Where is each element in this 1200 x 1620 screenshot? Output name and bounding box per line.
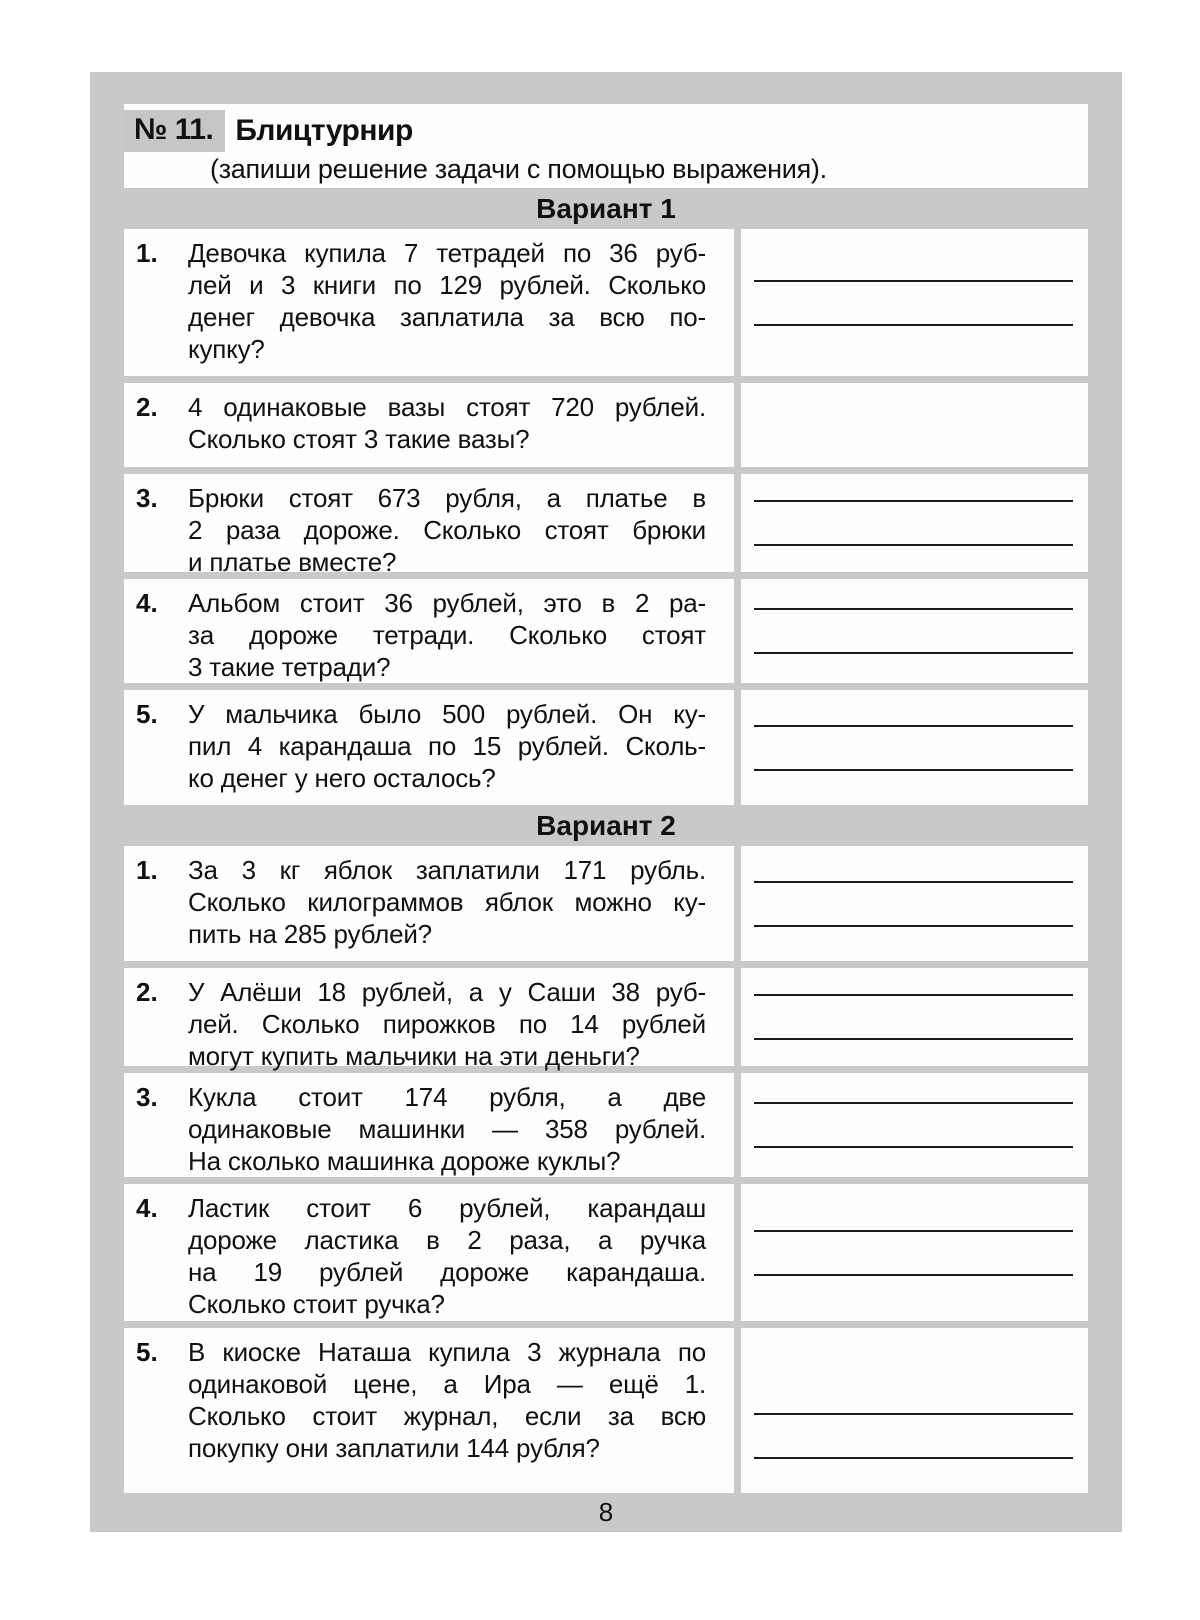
answer-line: [754, 1230, 1073, 1232]
problem-text: [188, 482, 706, 577]
answer-line: [754, 769, 1073, 771]
problem-number: 3.: [136, 1082, 158, 1112]
problem-text-line: 4 одинаковые вазы стоят 720 рублей.: [188, 392, 706, 422]
problem-text-line: лей и 3 книги по 129 рублей. Сколько: [188, 270, 706, 300]
problem-row: [124, 1328, 1088, 1493]
problem-number: 3.: [136, 483, 158, 513]
answer-cell: [741, 690, 1088, 805]
problem-text-line: 3 такие тетради?: [188, 652, 391, 682]
problem-text-line: Сколько стоят 3 такие вазы?: [188, 424, 530, 454]
answer-cell: [741, 383, 1088, 467]
answer-cell: [741, 1184, 1088, 1321]
problem-text-line: за дороже тетради. Сколько стоят: [188, 620, 706, 650]
problem-text-cell: [124, 846, 734, 961]
answer-cell: [741, 579, 1088, 683]
problem-text-line: 2 раза дороже. Сколько стоят брюки: [188, 515, 706, 545]
problem-text-line: ко денег у него осталось?: [188, 763, 496, 793]
answer-line: [754, 1413, 1073, 1415]
problem-text-line: дороже ластика в 2 раза, а ручка: [188, 1225, 706, 1255]
task-header: [124, 104, 1088, 188]
problem-text: [188, 1336, 706, 1487]
problem-text-line: За 3 кг яблок заплатили 171 рубль.: [188, 855, 706, 885]
problem-text-line: Брюки стоят 673 рубля, а платье в: [188, 483, 706, 513]
problem-number: 1.: [136, 238, 158, 268]
answer-line: [754, 1102, 1073, 1104]
answer-line: [754, 652, 1073, 654]
problem-text-cell: [124, 1184, 734, 1321]
problem-number: 1.: [136, 855, 158, 885]
problem-text: [188, 698, 706, 799]
answer-line: [754, 544, 1073, 546]
answer-cell: [741, 968, 1088, 1066]
answer-line: [754, 1038, 1073, 1040]
answer-line: [754, 1146, 1073, 1148]
problem-text-line: У мальчика было 500 рублей. Он ку-: [188, 699, 706, 729]
problem-text-line: денег девочка заплатила за всю по-: [188, 302, 706, 332]
answer-line: [754, 725, 1073, 727]
problem-text-line: Сколько стоит ручка?: [188, 1289, 445, 1319]
problem-text: [188, 587, 706, 682]
problem-text-line: могут купить мальчики на эти деньги?: [188, 1041, 640, 1071]
problem-row: [124, 579, 1088, 683]
problem-text-line: Сколько стоит журнал, если за всю: [188, 1401, 706, 1431]
problem-text: [188, 1081, 706, 1176]
problem-row: [124, 846, 1088, 961]
problem-text-line: Сколько килограммов яблок можно ку-: [188, 887, 706, 917]
answer-line: [754, 608, 1073, 610]
problem-row: [124, 690, 1088, 805]
answer-line: [754, 280, 1073, 282]
problem-text: [188, 237, 706, 370]
answer-cell: [741, 846, 1088, 961]
task-number-badge: № 11.: [124, 110, 225, 152]
problem-text-cell: [124, 383, 734, 467]
answer-line: [754, 881, 1073, 883]
task-title: Блицтурнир: [235, 114, 413, 147]
problem-text-line: и платье вместе?: [188, 547, 397, 577]
problem-number: 4.: [136, 1193, 158, 1223]
problem-number: 5.: [136, 699, 158, 729]
problem-text-cell: [124, 1328, 734, 1493]
worksheet-page: [90, 72, 1122, 1532]
problem-text-cell: [124, 1073, 734, 1177]
answer-cell: [741, 474, 1088, 572]
problem-text-line: купку?: [188, 334, 265, 364]
problem-row: [124, 383, 1088, 467]
problem-row: [124, 968, 1088, 1071]
problem-row: [124, 229, 1088, 376]
problem-row: [124, 1184, 1088, 1321]
problem-text-line: Девочка купила 7 тетрадей по 36 руб-: [188, 238, 706, 268]
problem-text: [188, 391, 706, 461]
problem-text-line: На сколько машинка дороже куклы?: [188, 1146, 621, 1176]
answer-line: [754, 500, 1073, 502]
problem-text-cell: [124, 968, 734, 1071]
problem-number: 2.: [136, 977, 158, 1007]
answer-line: [754, 324, 1073, 326]
problem-text-line: на 19 рублей дороже карандаша.: [188, 1257, 706, 1287]
problem-text-line: У Алёши 18 рублей, а у Саши 38 руб-: [188, 977, 706, 1007]
problem-text: [188, 976, 706, 1071]
page-number: 8: [598, 1497, 614, 1527]
problem-text-line: пил 4 карандаша по 15 рублей. Сколь-: [188, 731, 706, 761]
answer-cell: [741, 1073, 1088, 1177]
answer-line: [754, 1274, 1073, 1276]
problem-number: 4.: [136, 588, 158, 618]
problem-row: [124, 1073, 1088, 1177]
variant-1-header: Вариант 1: [536, 192, 676, 224]
answer-cell: [741, 1328, 1088, 1493]
problem-text-line: покупку они заплатили 144 рубля?: [188, 1433, 600, 1463]
problem-text-line: лей. Сколько пирожков по 14 рублей: [188, 1009, 706, 1039]
task-subtitle: (запиши решение задачи с помощью выражения).: [210, 154, 827, 184]
problem-text-line: одинаковые машинки — 358 рублей.: [188, 1114, 706, 1144]
problem-text-cell: [124, 579, 734, 683]
problem-text-cell: [124, 229, 734, 376]
problem-text-cell: [124, 474, 734, 577]
variant-2-header: Вариант 2: [536, 809, 676, 841]
answer-line: [754, 925, 1073, 927]
problem-text-line: пить на 285 рублей?: [188, 919, 432, 949]
answer-cell: [741, 229, 1088, 376]
problem-text: [188, 1192, 706, 1319]
problem-number: 2.: [136, 392, 158, 422]
problem-text-cell: [124, 690, 734, 805]
problem-text-line: Альбом стоит 36 рублей, это в 2 ра-: [188, 588, 706, 618]
problem-row: [124, 474, 1088, 577]
answer-line: [754, 994, 1073, 996]
problem-text-line: В киоске Наташа купила 3 журнала по: [188, 1337, 706, 1367]
problem-text-line: Ластик стоит 6 рублей, карандаш: [188, 1193, 706, 1223]
problem-text-line: одинаковой цене, а Ира — ещё 1.: [188, 1369, 706, 1399]
problem-text-line: Кукла стоит 174 рубля, а две: [188, 1082, 706, 1112]
problem-text: [188, 854, 706, 955]
problem-number: 5.: [136, 1337, 158, 1367]
answer-line: [754, 1457, 1073, 1459]
